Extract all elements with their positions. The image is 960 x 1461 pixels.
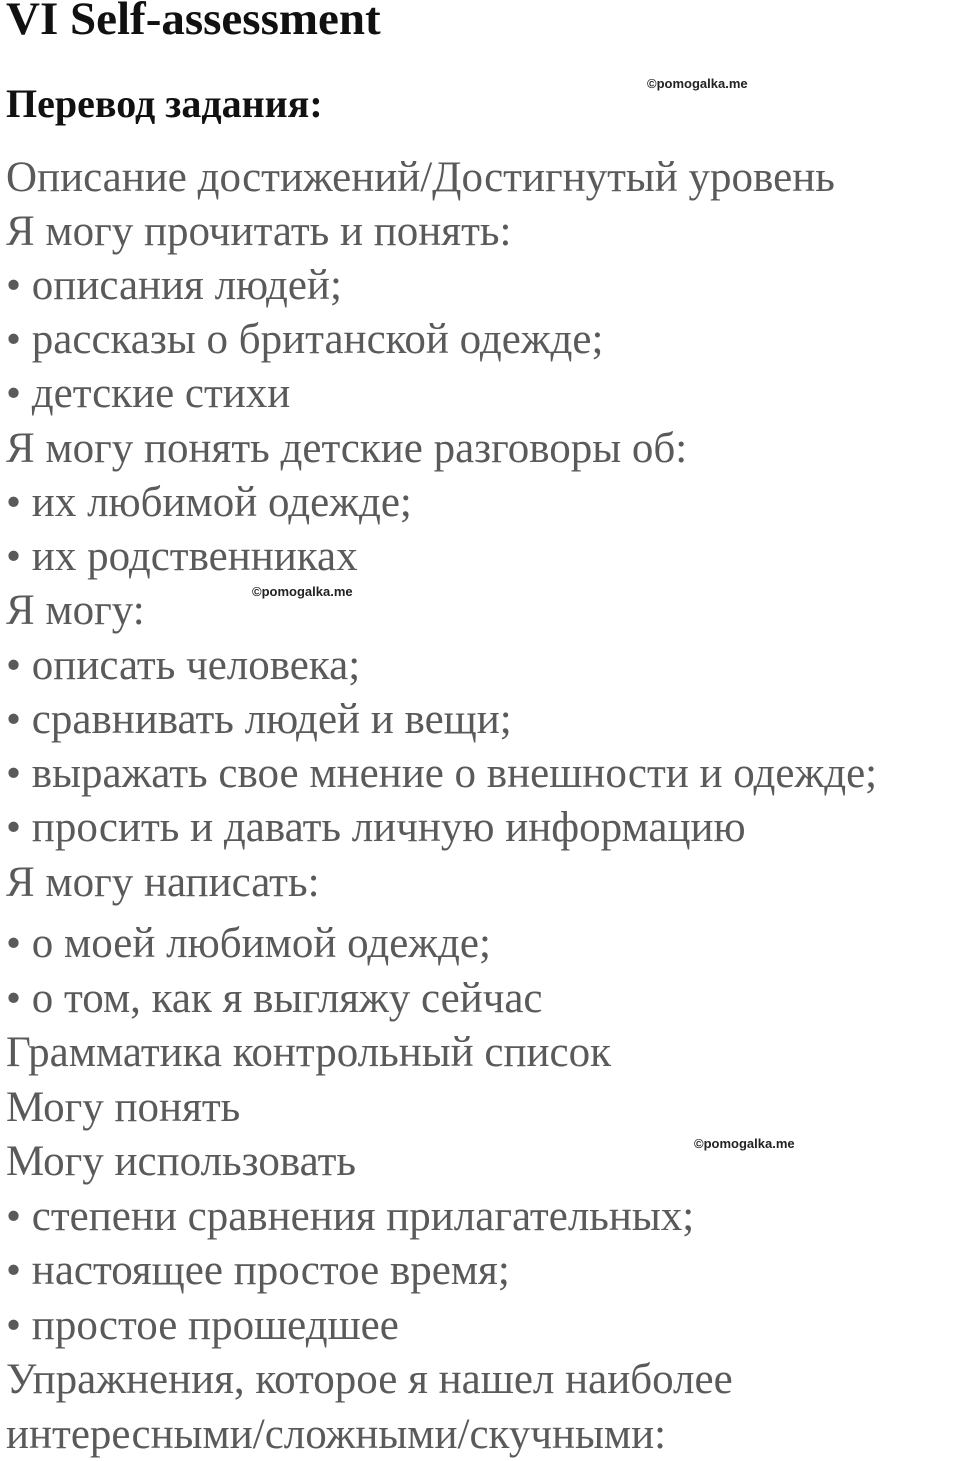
text-line: Грамматика контрольный список	[6, 1029, 612, 1076]
list-item: • сравнивать людей и вещи;	[6, 696, 512, 743]
text-line: Я могу понять детские разговоры об:	[6, 425, 688, 472]
text-line: интересными/сложными/скучными:	[6, 1411, 667, 1458]
text-line: Описание достижений/Достигнутый уровень	[6, 154, 835, 201]
list-item: • рассказы о британской одежде;	[6, 316, 604, 363]
section-heading: Перевод задания:	[6, 81, 323, 126]
list-item: • описать человека;	[6, 642, 361, 689]
watermark: ©pomogalka.me	[252, 584, 353, 599]
list-item: • простое прошедшее	[6, 1302, 399, 1349]
list-item: • степени сравнения прилагательных;	[6, 1193, 695, 1240]
list-item: • их родственниках	[6, 533, 358, 580]
list-item: • о том, как я выгляжу сейчас	[6, 975, 543, 1022]
text-line: Могу использовать	[6, 1138, 357, 1185]
watermark: ©pomogalka.me	[647, 76, 748, 91]
text-line: Я могу прочитать и понять:	[6, 208, 512, 255]
text-line: Могу понять	[6, 1084, 241, 1131]
page-title: VI Self-assessment	[6, 0, 381, 45]
text-line: Я могу:	[6, 587, 145, 634]
list-item: • их любимой одежде;	[6, 479, 412, 526]
list-item: • настоящее простое время;	[6, 1247, 510, 1294]
list-item: • детские стихи	[6, 370, 291, 417]
list-item: • просить и давать личную информацию	[6, 804, 746, 851]
list-item: • выражать свое мнение о внешности и одежде;	[6, 750, 878, 797]
text-line: Упражнения, которое я нашел наиболее	[6, 1356, 733, 1403]
watermark: ©pomogalka.me	[694, 1136, 795, 1151]
list-item: • о моей любимой одежде;	[6, 920, 491, 967]
list-item: • описания людей;	[6, 262, 342, 309]
text-line: Я могу написать:	[6, 859, 320, 906]
